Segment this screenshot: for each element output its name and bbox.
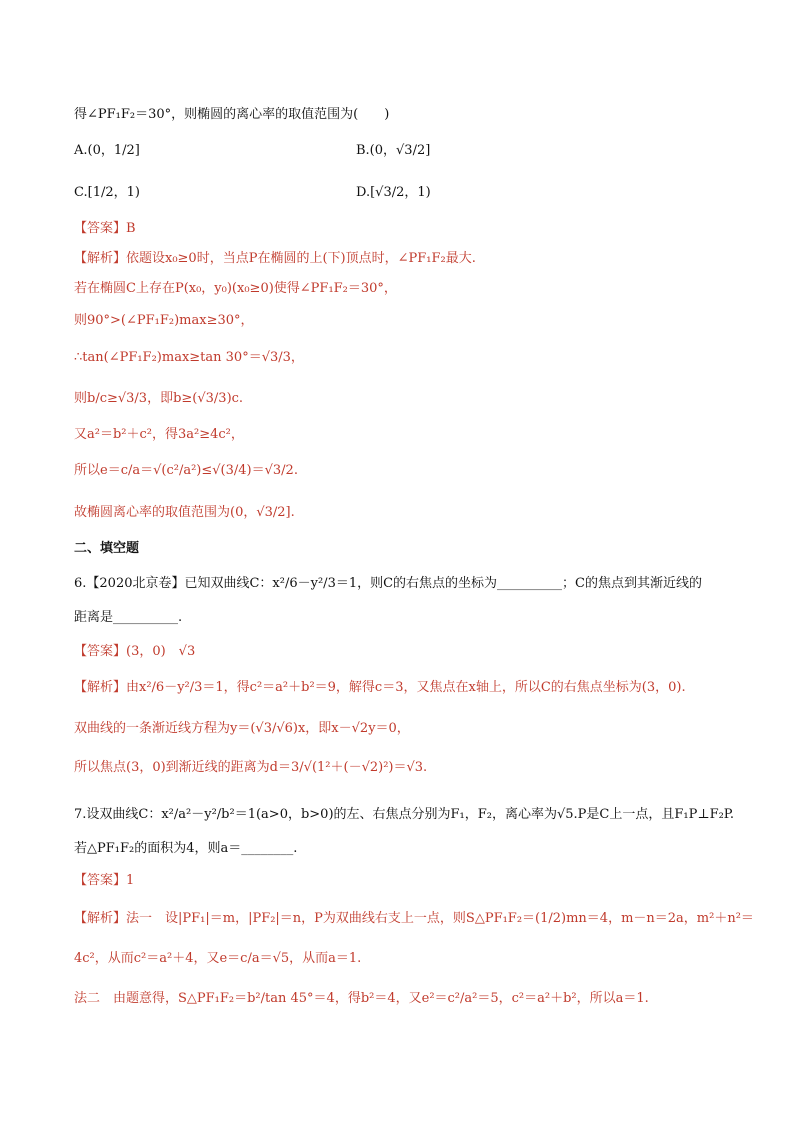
option-b: B.(0，√3/2]	[356, 143, 431, 158]
solution-line: 则b/c≥√3/3，即b≥(√3/3)c.	[74, 391, 244, 406]
solution-line: 故椭圆离心率的取值范围为(0，√3/2].	[74, 505, 295, 520]
solution-line: 【解析】法一 设|PF₁|＝m，|PF₂|＝n，P为双曲线右支上一点，则S△PF₁F₂＝(1/2)mn＝4，m－n＝2a，m²＋n²＝	[74, 911, 754, 926]
solution-line: 所以焦点(3，0)到渐近线的距离为d＝3/√(1²＋(－√2)²)＝√3.	[74, 760, 428, 775]
solution-line: 4c²，从而c²＝a²＋4，又e＝c/a＝√5，从而a＝1.	[74, 951, 362, 966]
question-6-answer: 【答案】(3，0) √3	[74, 644, 196, 659]
option-a: A.(0，1/2]	[74, 143, 140, 158]
option-c: C.[1/2，1)	[74, 185, 140, 200]
solution-line: 【解析】由x²/6－y²/3＝1，得c²＝a²＋b²＝9，解得c＝3，又焦点在x轴上，所以C的右焦点坐标为(3，0).	[74, 680, 686, 695]
solution-line: 则90°>(∠PF₁F₂)max≥30°，	[74, 313, 254, 328]
option-d: D.[√3/2，1)	[356, 185, 431, 200]
solution-line: 所以e＝c/a＝√(c²/a²)≤√(3/4)＝√3/2.	[74, 463, 298, 478]
solution-line: 双曲线的一条渐近线方程为y＝(√3/√6)x，即x－√2y＝0，	[74, 721, 410, 736]
solution-line: 【解析】依题设x₀≥0时，当点P在椭圆的上(下)顶点时，∠PF₁F₂最大.	[74, 251, 476, 266]
solution-line: 又a²＝b²＋c²，得3a²≥4c²，	[74, 427, 244, 442]
section-title: 二、填空题	[74, 541, 140, 556]
question-6-line: 6.【2020北京卷】已知双曲线C：x²/6－y²/3＝1，则C的右焦点的坐标为__________；C的焦点到其渐近线的	[74, 576, 702, 591]
question-7-line: 若△PF₁F₂的面积为4，则a＝________.	[74, 841, 298, 856]
solution-line: 若在椭圆C上存在P(x₀，y₀)(x₀≥0)使得∠PF₁F₂＝30°，	[74, 281, 397, 296]
question-5-stem: 得∠PF₁F₂＝30°，则椭圆的离心率的取值范围为( )	[74, 107, 390, 122]
question-7-answer: 【答案】1	[74, 873, 135, 888]
question-6-line: 距离是__________.	[74, 610, 183, 625]
solution-line: ∴tan(∠PF₁F₂)max≥tan 30°＝√3/3，	[74, 350, 304, 365]
question-5-answer: 【答案】B	[74, 221, 136, 236]
question-7-line: 7.设双曲线C：x²/a²－y²/b²＝1(a>0，b>0)的左、右焦点分别为F₁，F₂，离心率为√5.P是C上一点，且F₁P⊥F₂P.	[74, 807, 735, 822]
solution-line: 法二 由题意得，S△PF₁F₂＝b²/tan 45°＝4，得b²＝4，又e²＝c²/a²＝5，c²＝a²＋b²，所以a＝1.	[74, 991, 649, 1006]
